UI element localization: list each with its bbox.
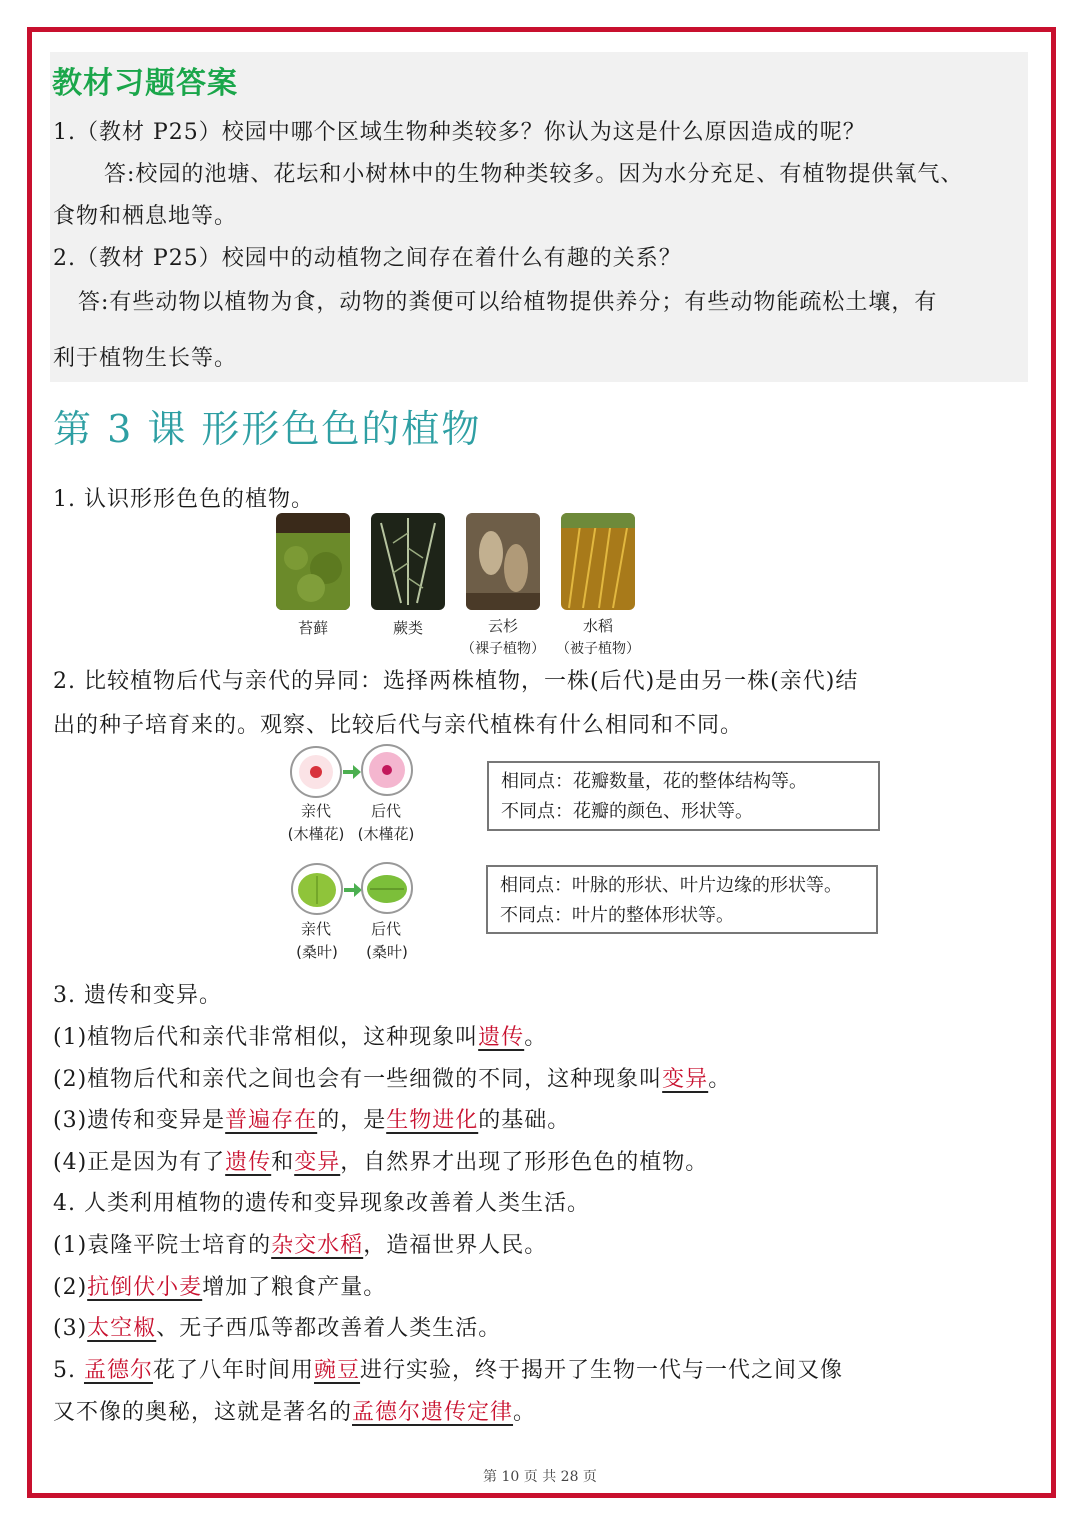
item-5-line1: 5. 孟德尔花了八年时间用豌豆进行实验，终于揭开了生物一代与一代之间又像 (53, 1358, 844, 1383)
keyword: 孟德尔 (83, 1358, 153, 1383)
compare-diff-2: 不同点：叶片的整体形状等。 (500, 905, 734, 926)
compare-box-1 (487, 761, 880, 831)
item-3: 3. 遗传和变异。 (53, 983, 222, 1008)
arrow-icon (343, 764, 361, 783)
item-5-line2: 又不像的奥秘，这就是著名的孟德尔遗传定律。 (53, 1400, 537, 1425)
answer-2-line2: 利于植物生长等。 (53, 346, 238, 371)
hibiscus-child-image (360, 743, 414, 801)
answer-1-line1: 答:校园的池塘、花坛和小树林中的生物种类较多。因为水分充足、有植物提供氧气、 (104, 162, 964, 187)
plant-sub-rice: （被子植物） (556, 641, 640, 657)
fern-image (371, 513, 445, 610)
moss-image (276, 513, 350, 610)
compare-box-2 (486, 865, 878, 934)
item-2-line1: 2. 比较植物后代与亲代的异同：选择两株植物，一株(后代)是由另一株(亲代)结 (53, 669, 859, 694)
keyword: 生物进化 (386, 1108, 479, 1133)
keyword: 变异 (294, 1150, 341, 1175)
plant-label-fern: 蕨类 (392, 619, 423, 637)
item-4-2: (2)抗倒伏小麦增加了粮食产量。 (53, 1275, 387, 1300)
keyword: 遗传 (478, 1025, 525, 1050)
item-4-1: (1)袁隆平院士培育的杂交水稻，造福世界人民。 (53, 1233, 548, 1258)
mulberry-parent-image (290, 862, 344, 920)
item-3-3: (3)遗传和变异是普遍存在的，是生物进化的基础。 (53, 1108, 571, 1133)
parent-label-2: 亲代 (300, 920, 331, 938)
hibiscus-parent-image (289, 745, 343, 803)
page-footer: 第 10 页 共 28 页 (483, 1469, 597, 1485)
child-sub-1: (木槿花) (357, 825, 415, 843)
plant-label-rice: 水稻 (582, 617, 613, 635)
answer-1-line2: 食物和栖息地等。 (53, 204, 238, 229)
item-1: 1. 认识形形色色的植物。 (53, 487, 314, 512)
item-4: 4. 人类利用植物的遗传和变异现象改善着人类生活。 (53, 1191, 590, 1216)
parent-sub-2: (桑叶) (296, 943, 338, 961)
question-1: 1.（教材 P25）校园中哪个区域生物种类较多？你认为这是什么原因造成的呢？ (53, 120, 866, 145)
child-sub-2: (桑叶) (366, 943, 408, 961)
keyword: 普遍存在 (225, 1108, 318, 1133)
plant-label-moss: 苔藓 (297, 619, 328, 637)
item-3-4: (4)正是因为有了遗传和变异，自然界才出现了形形色色的植物。 (53, 1150, 709, 1175)
plant-sub-spruce: （裸子植物） (461, 641, 545, 657)
keyword: 遗传 (225, 1150, 272, 1175)
parent-sub-1: (木槿花) (287, 825, 345, 843)
compare-diff-1: 不同点：花瓣的颜色、形状等。 (501, 801, 753, 822)
item-2-line2: 出的种子培育来的。观察、比较后代与亲代植株有什么相同和不同。 (53, 713, 744, 738)
keyword: 抗倒伏小麦 (87, 1275, 203, 1300)
keyword: 杂交水稻 (271, 1233, 364, 1258)
compare-same-2: 相同点：叶脉的形状、叶片边缘的形状等。 (500, 875, 842, 896)
plant-label-spruce: 云杉 (487, 617, 518, 635)
lesson-title: 第 3 课 形形色色的植物 (53, 407, 482, 451)
keyword: 豌豆 (314, 1358, 361, 1383)
rice-image (561, 513, 635, 610)
keyword: 变异 (662, 1067, 709, 1092)
child-label-1: 后代 (370, 802, 401, 820)
answers-title: 教材习题答案 (52, 66, 238, 101)
question-2: 2.（教材 P25）校园中的动植物之间存在着什么有趣的关系？ (53, 246, 682, 271)
spruce-image (466, 513, 540, 610)
mulberry-child-image (360, 861, 414, 919)
parent-label-1: 亲代 (300, 802, 331, 820)
compare-same-1: 相同点：花瓣数量，花的整体结构等。 (501, 771, 807, 792)
keyword: 太空椒 (87, 1316, 157, 1341)
child-label-2: 后代 (370, 920, 401, 938)
keyword: 孟德尔遗传定律 (352, 1400, 514, 1425)
item-3-2: (2)植物后代和亲代之间也会有一些细微的不同，这种现象叫变异。 (53, 1067, 732, 1092)
item-3-1: (1)植物后代和亲代非常相似，这种现象叫遗传。 (53, 1025, 548, 1050)
item-4-3: (3)太空椒、无子西瓜等都改善着人类生活。 (53, 1316, 502, 1341)
answer-2-line1: 答:有些动物以植物为食，动物的粪便可以给植物提供养分；有些动物能疏松土壤，有 (78, 290, 938, 315)
